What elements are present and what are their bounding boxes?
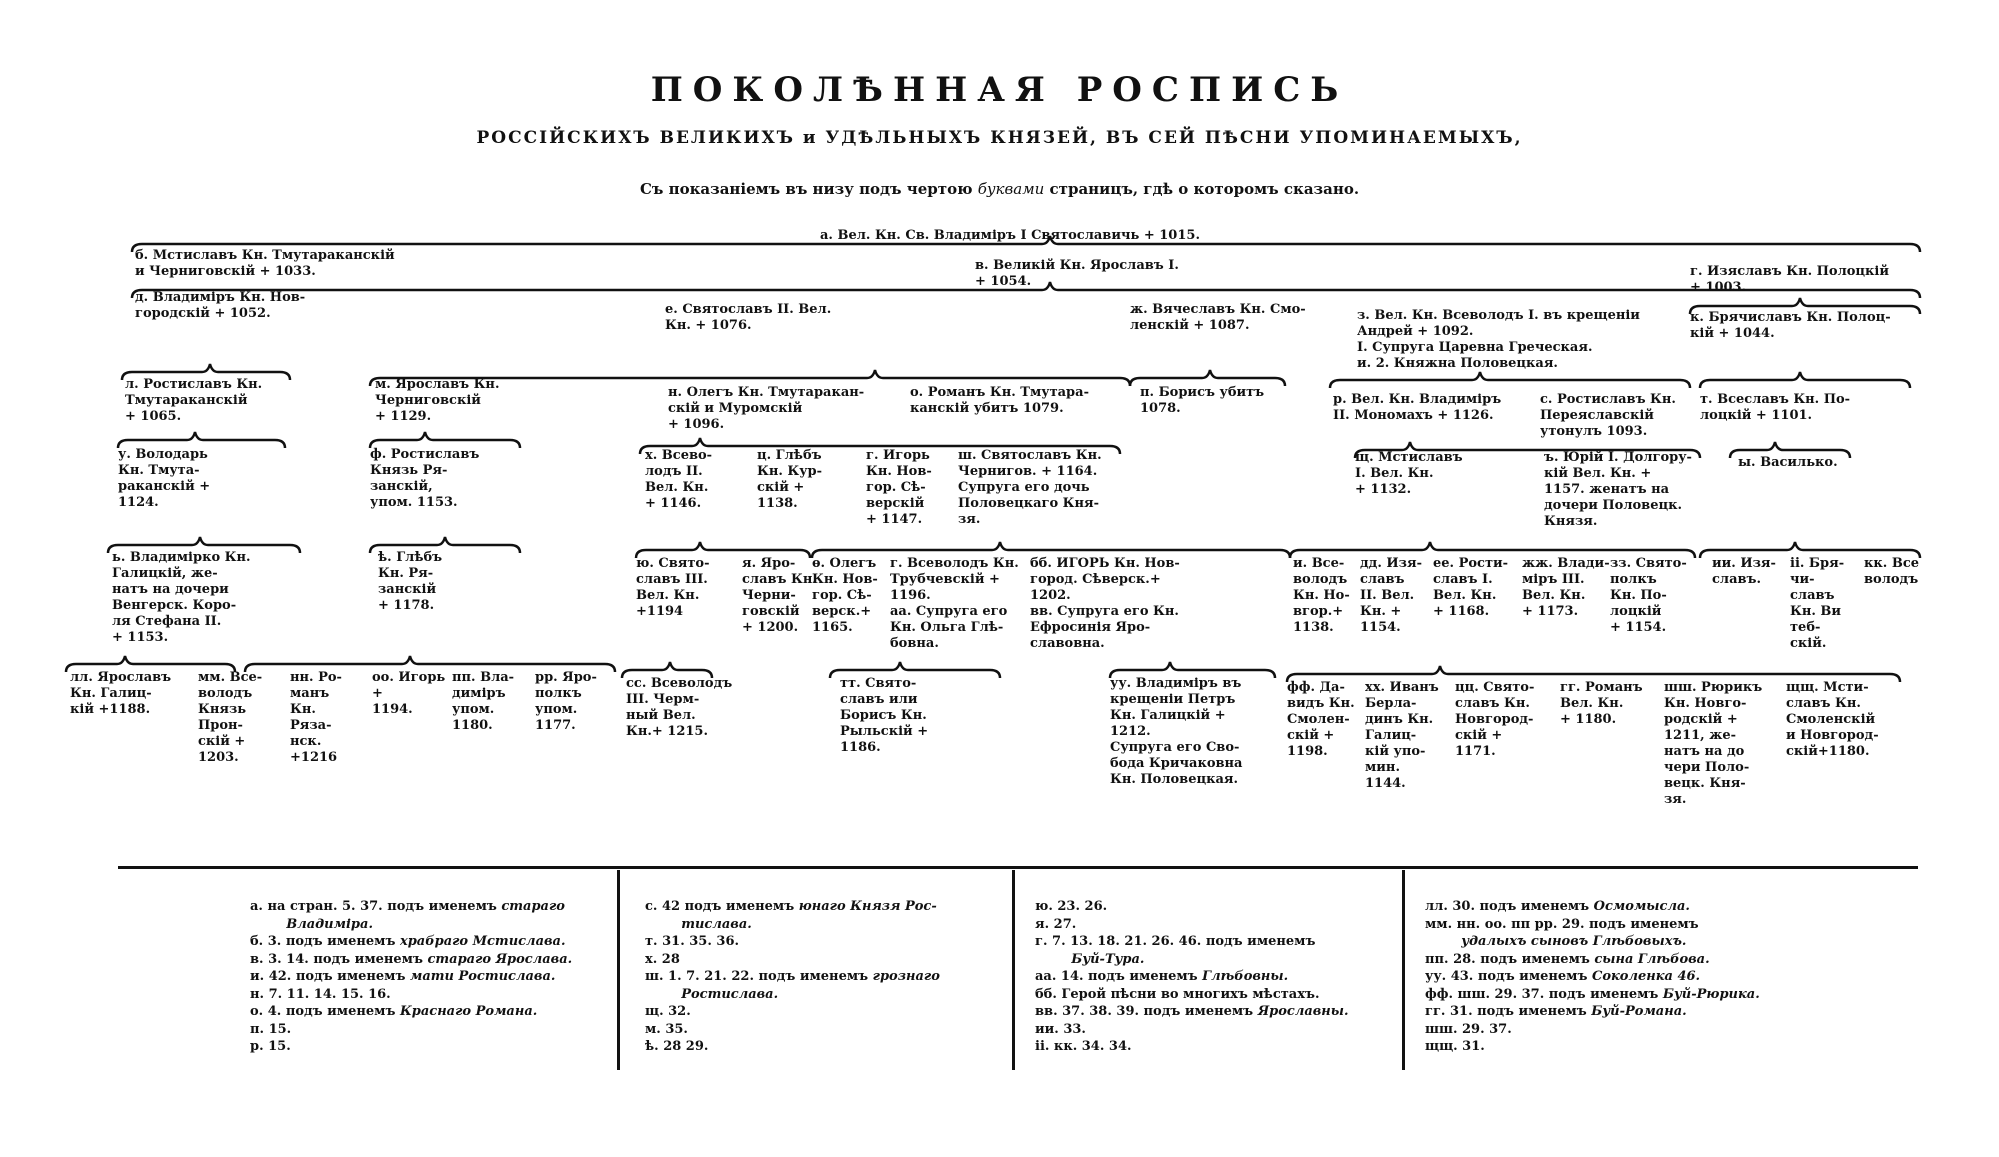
node-shch: щ. Мстиславъ I. Вел. Кн. + 1132. [1355,450,1463,497]
footnote-text: щщ. 31. [1425,1039,1485,1054]
footnote-line [1425,933,1760,951]
footnote-line [250,1003,572,1021]
node-ee: ее. Рости- славъ I. Вел. Кн. + 1168. [1433,556,1509,619]
node-kk: кк. Все володъ [1864,556,1920,587]
footnote-italic: Краснаго Романа. [399,1004,538,1019]
node-g: г. Изяславъ Кн. Полоцкій + 1003. [1690,264,1889,295]
footnote-text: х. 28 [645,951,680,967]
footnote-italic: грознаго [872,969,940,984]
footnotes-col-4 [1425,898,1760,1056]
footnote-line [1425,916,1760,934]
footnote-line [1035,933,1349,951]
node-r: р. Вел. Кн. Владиміръ II. Мономахъ + 1126. [1333,392,1502,423]
footnote-text [1425,934,1461,949]
node-zz: зз. Свято- полкъ Кн. По- лоцкій + 1154. [1610,556,1687,635]
brace-bryachislav [1700,372,1910,388]
note-italic: буквами [977,180,1045,198]
node-m: м. Ярославъ Кн. Черниговскій + 1129. [375,377,500,424]
footnote-text: т. 31. 35. 36. [645,934,740,949]
footnote-line [1425,1003,1760,1021]
node-yu: ю. Свято- славъ III. Вел. Кн. +1194 [636,556,710,619]
node-izyaslav: ии. Изя- славъ. [1712,556,1776,587]
node-ff: фф. Да- видъ Кн. Смолен- скій + 1198. [1287,680,1355,759]
node-x: х. Всево- лодъ II. Вел. Кн. + 1146. [645,448,713,511]
brace-vyacheslav [1130,370,1285,386]
footnote-line [645,986,940,1004]
page-title: ПОКОЛѢННАЯ РОСПИСЬ [650,70,1349,110]
footnote-line [645,898,940,916]
node-tsts: цц. Свято- славъ Кн. Новгород- скій + 1171. [1455,680,1535,759]
footnote-italic: стараго [501,899,565,914]
footnote-italic: тислава. [681,916,752,932]
node-vsevolod-trub: г. Всеволодъ Кн. Трубчевскій + 1196. аа. Супруга его Кн. Ольга Глѣ- бовна. [890,556,1019,651]
footnote-line [1425,951,1760,969]
column-divider-3 [1402,870,1405,1070]
node-e: е. Святославъ II. Вел. Кн. + 1076. [665,302,832,333]
node-ll: лл. Ярославъ Кн. Галиц- кій +1188. [70,670,172,717]
footnote-line [1035,1003,1349,1021]
footnote-line [250,916,572,934]
footnote-text: лл. 30. подъ именемъ [1425,899,1594,914]
node-t: т. Всеславъ Кн. По- лоцкій + 1101. [1700,392,1851,423]
node-v: в. Великій Кн. Ярославъ I. + 1054. [975,258,1179,289]
node-rr: рр. Яро- полкъ упом. 1177. [535,670,597,733]
page-subtitle: РОССІЙСКИХЪ ВЕЛИКИХЪ и УДѢЛЬНЫХЪ КНЯЗЕЙ, ВЪ СЕЙ ПѢСНИ УПОМИНАЕМЫХЪ, [476,128,1523,148]
footnote-line [250,968,572,986]
footnote-text: п. 15. [250,1021,292,1037]
footnote-text: ш. 1. 7. 21. 22. подъ именемъ [645,969,873,984]
footnotes-col-1 [250,898,572,1056]
footnote-text [645,987,681,1002]
node-z: з. Вел. Кн. Всеволодъ I. въ крещеніи Андрей + 1092. I. Супруга Царевна Греческая. и. 2. Княжна Половецкая. [1357,308,1640,371]
node-ii: и. Все- володъ Кн. Но- вгор.+ 1138. [1293,556,1350,635]
brace-rostislav [118,432,285,448]
footnote-text: пп. 28. подъ именемъ [1425,951,1595,967]
node-ya: я. Яро- славъ Кн. Черни- говскій + 1200. [742,556,817,635]
footnote-text: аа. 14. подъ именемъ [1035,969,1203,984]
footnote-text [250,917,286,932]
footnote-italic: Владиміра. [286,916,373,932]
footnote-italic: Буй-Рюрика. [1662,986,1760,1002]
node-gleb: ѣ. Глѣбъ Кн. Ря- занскій + 1178. [378,550,443,613]
footnote-rule [118,866,1918,869]
footnote-line [250,1038,572,1056]
footnote-text: щ. 32. [645,1004,691,1019]
footnote-line [645,1003,940,1021]
note-part-b: страницъ, гдѣ о которомъ сказано. [1049,180,1360,198]
footnote-text: шш. 29. 37. [1425,1021,1512,1037]
footnote-italic: стараго Ярослава. [427,951,573,967]
footnote-text: бб. Герой пѣсни во многихъ мѣстахъ. [1035,986,1320,1002]
footnote-line [250,933,572,951]
node-mm: мм. Все- володъ Князь Прон- скій + 1203. [198,670,263,765]
node-zhzh: жж. Влади- міръ III. Вел. Кн. + 1173. [1522,556,1610,619]
footnote-italic: Ярославны. [1257,1004,1349,1019]
brace-vsevolod [1330,372,1690,388]
footnotes-col-3 [1035,898,1349,1056]
footnote-line [250,898,572,916]
node-root: а. Вел. Кн. Св. Владиміръ I Святославичь + 1015. [820,228,1200,243]
node-yur: ъ. Юрій I. Долгору- кій Вел. Кн. + 1157. женатъ на дочери Половецк. Князя. [1544,450,1692,529]
footnote-text: в. 3. 14. подъ именемъ [250,951,428,967]
footnote-italic: Буй-Тура. [1071,951,1145,967]
footnote-text: ии. 33. [1035,1021,1086,1037]
footnote-text [645,917,681,932]
footnote-text: я. 27. [1035,916,1077,932]
node-n: н. Олегъ Кн. Тмутаракан- скій и Муромскій + 1096. [668,385,865,432]
footnote-line [250,1021,572,1039]
footnote-italic: юнаго Князя Рос- [798,899,937,914]
node-f: ф. Ростиславъ Князь Ря- занскій, упом. 1153. [370,447,480,510]
footnote-text: н. 7. 11. 14. 15. 16. [250,986,391,1002]
footnote-text: вв. 37. 38. 39. подъ именемъ [1035,1004,1258,1019]
footnote-line [250,951,572,969]
node-k: к. Брячиславъ Кн. Полоц- кій + 1044. [1690,310,1891,341]
footnote-line [1035,916,1349,934]
node-dd: дд. Изя- славъ II. Вел. Кн. + 1154. [1360,556,1422,635]
footnote-line [1425,1021,1760,1039]
node-xx: хх. Иванъ Берла- динъ Кн. Галиц- кій упо- мин. 1144. [1365,680,1439,791]
node-yy: уу. Владиміръ въ крещеніи Петръ Кн. Галицкій + 1212. Супруга его Сво- бода Кричаковна Кн. Половецкая. [1110,676,1243,787]
footnote-text: р. 15. [250,1039,291,1054]
node-l: л. Ростиславъ Кн. Тмутараканскій + 1065. [125,377,263,424]
footnote-text: фф. шш. 29. 37. подъ именемъ [1425,986,1663,1002]
node-nn: нн. Ро- манъ Кн. Ряза- нск. +1216 [290,670,342,765]
node-sh: ш. Святославъ Кн. Чернигов. + 1164. Супруга его дочь Половецкаго Кня- зя. [958,448,1102,527]
footnote-line [645,933,940,951]
column-divider-2 [1012,870,1015,1070]
footnote-line [1425,898,1760,916]
footnote-text: а. на стран. 5. 37. подъ именемъ [250,899,502,914]
footnote-line [1425,986,1760,1004]
footnote-line [1035,951,1349,969]
node-chch: гг. Романъ Вел. Кн. + 1180. [1560,680,1643,727]
footnote-line [645,951,940,969]
node-u: у. Володарь Кн. Тмута- раканскій + 1124. [118,447,211,510]
note-part-a: Съ показаніемъ въ низу подъ чертою [639,180,973,198]
node-th: ѳ. Олегъ Кн. Нов- гор. Сѣ- верск.+ 1165. [812,556,878,635]
node-d: д. Владиміръ Кн. Нов- городскій + 1052. [135,290,306,321]
footnote-text: ю. 23. 26. [1035,899,1108,914]
node-igor: бб. ИГОРЬ Кн. Нов- город. Сѣверск.+ 1202. вв. Супруга его Кн. Ефросинія Яро- славовна. [1030,556,1180,651]
footnote-line [1035,1021,1349,1039]
node-vasilko: ы. Василько. [1738,455,1838,470]
footnote-line [1035,968,1349,986]
footnote-italic: Буй-Романа. [1591,1004,1687,1019]
footnote-text [1035,952,1071,967]
node-ts: ц. Глѣбъ Кн. Кур- скій + 1138. [757,448,823,511]
node-vladimirko: ь. Владимірко Кн. Галицкій, же- натъ на дочери Венгерск. Коро- ля Стефана II. + 1153. [112,550,251,645]
footnote-line [250,986,572,1004]
footnote-line [1425,968,1760,986]
footnote-line [1035,986,1349,1004]
footnote-text: б. 3. подъ именемъ [250,934,400,949]
footnotes-col-2 [645,898,940,1056]
footnote-line [645,1038,940,1056]
footnote-line [1035,898,1349,916]
node-bryachislav: ii. Бря- чи- славъ Кн. Ви теб- скій. [1790,556,1845,651]
footnote-text: м. 35. [645,1021,688,1037]
footnote-line [645,968,940,986]
node-o: о. Романъ Кн. Тмутара- канскій убитъ 1079. [910,385,1089,416]
footnote-italic: сына Глѣбова. [1594,951,1710,967]
footnote-italic: мати Ростислава. [409,969,556,984]
footnote-text: ѣ. 28 29. [645,1039,709,1054]
footnote-italic: Глѣбовны. [1202,969,1289,984]
brace-yaroslav-ch [370,432,520,448]
node-shchshch: щщ. Мсти- славъ Кн. Смоленскій и Новгород- скій+1180. [1786,680,1879,759]
node-s: с. Ростиславъ Кн. Переяславскій утонулъ 1093. [1540,392,1676,439]
footnote-text: ii. кк. 34. 34. [1035,1039,1132,1054]
column-divider-1 [617,870,620,1070]
footnote-italic: Осмомысла. [1593,899,1690,914]
node-ss: сс. Всеволодъ III. Черм- ный Вел. Кн.+ 1215. [626,676,733,739]
footnote-text: о. 4. подъ именемъ [250,1004,400,1019]
footnote-text: г. 7. 13. 18. 21. 26. 46. подъ именемъ [1035,934,1316,949]
footnote-text: и. 42. подъ именемъ [250,969,410,984]
node-zh: ж. Вячеславъ Кн. Смо- ленскій + 1087. [1130,302,1306,333]
footnote-line [645,916,940,934]
node-pp: пп. Вла- диміръ упом. 1180. [452,670,515,733]
footnote-italic: удалыхъ сыновъ Глѣбовыхъ. [1461,934,1687,949]
footnote-text: с. 42 подъ именемъ [645,899,799,914]
node-p: п. Борисъ убитъ 1078. [1140,385,1265,416]
node-ch: г. Игорь Кн. Нов- гор. Сѣ- верскій + 1147. [866,448,932,527]
node-shsh: шш. Рюрикъ Кн. Новго- родскій + 1211, же- натъ на до чери Поло- вецк. Кня- зя. [1664,680,1763,807]
footnote-text: гг. 31. подъ именемъ [1425,1004,1592,1019]
footnote-text: уу. 43. подъ именемъ [1425,969,1592,984]
footnote-italic: Соколенка 46. [1591,969,1701,984]
node-tt: тт. Свято- славъ или Борисъ Кн. Рыльскій + 1186. [840,676,929,755]
footnote-italic: храбраго Мстислава. [399,934,566,949]
footnote-italic: Ростислава. [681,986,779,1002]
footnote-line [1425,1038,1760,1056]
footnote-line [645,1021,940,1039]
node-b: б. Мстиславъ Кн. Тмутараканскій и Черниговскій + 1033. [135,248,395,279]
footnote-text: мм. нн. оо. пп рр. 29. подъ именемъ [1425,916,1699,932]
footnote-line [1035,1038,1349,1056]
node-oo: оо. Игорь + 1194. [372,670,446,717]
